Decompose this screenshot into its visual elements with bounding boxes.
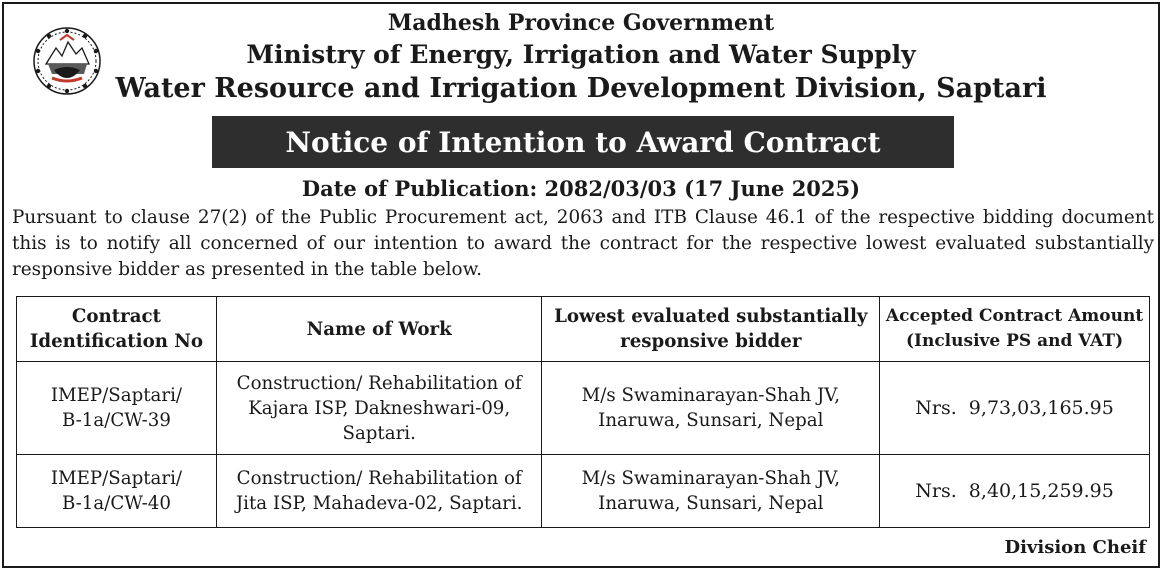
contract-id-cell: IMEP/Saptari/ B-1a/CW-39 [17, 362, 217, 455]
division-name: Water Resource and Irrigation Development Division, Saptari [115, 73, 1047, 104]
header-amount: Accepted Contract Amount (Inclusive PS and VAT) [880, 297, 1150, 362]
contract-id-cell: IMEP/Saptari/ B-1a/CW-40 [17, 455, 217, 528]
header-contract-id: Contract Identification No [17, 297, 217, 362]
publication-date: Date of Publication: 2082/03/03 (17 June 2025) [301, 176, 861, 201]
table-row [17, 362, 1150, 455]
amount-cell: Nrs. 8,40,15,259.95 [880, 455, 1150, 528]
work-cell: Construction/ Rehabilitation of Kajara ISP, Dakneshwari-09, Saptari. [216, 362, 542, 455]
ministry-name: Ministry of Energy, Irrigation and Water Supply [246, 40, 916, 69]
bidder-cell: M/s Swaminarayan-Shah JV, Inaruwa, Sunsari, Nepal [542, 362, 880, 455]
header-bidder: Lowest evaluated substantially responsive bidder [542, 297, 880, 362]
award-table [16, 296, 1150, 528]
table-row [17, 455, 1150, 528]
signature-title: Division Cheif [1004, 537, 1146, 558]
notice-title-banner [212, 116, 954, 168]
notice-title: Notice of Intention to Award Contract [285, 125, 881, 159]
amount-cell: Nrs. 9,73,03,165.95 [880, 362, 1150, 455]
notice-body-text: Pursuant to clause 27(2) of the Public Procurement act, 2063 and ITB Clause 46.1 of the respective bidding document this is to notify all concerned of our intention to award the contract for the respective lowest evaluated substantially responsive bidder as presented in the table below. [12, 207, 1154, 280]
bidder-cell: M/s Swaminarayan-Shah JV, Inaruwa, Sunsari, Nepal [542, 455, 880, 528]
table-header-row [17, 297, 1150, 362]
header-name-of-work: Name of Work [216, 297, 542, 362]
work-cell: Construction/ Rehabilitation of Jita ISP, Mahadeva-02, Saptari. [216, 455, 542, 528]
government-name: Madhesh Province Government [387, 10, 775, 36]
notice-page [2, 2, 1160, 568]
